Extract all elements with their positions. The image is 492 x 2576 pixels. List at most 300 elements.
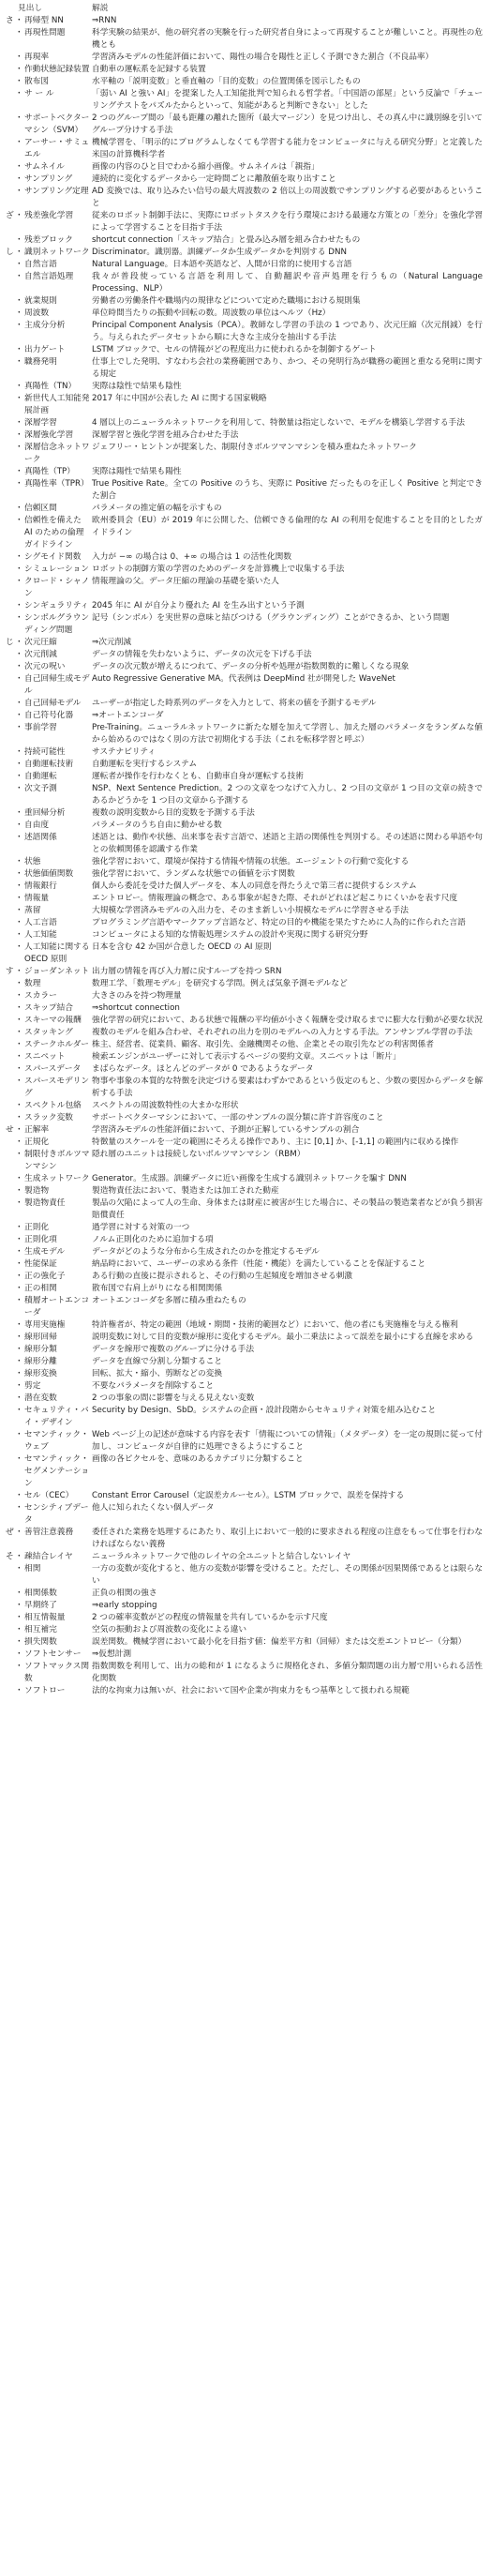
entry-description: スペクトルの周波数特性の大まかな形状 [92, 1101, 239, 1110]
entry-term: ・ スニペット [18, 1051, 92, 1063]
glossary-row [6, 417, 483, 429]
glossary-row [6, 295, 483, 308]
entry-term: ・ 制限付きボルツマンマシン [18, 1149, 92, 1173]
glossary-row [6, 612, 483, 637]
entry-description: Natural Language。日本語や英語など、人間が日常的に使用する言語 [92, 260, 352, 269]
entry-term: ・ スキーマの報酬 [18, 1015, 92, 1027]
entry-term: ・ 正則化 [18, 1222, 92, 1234]
entry-description: 自動車の運転系を記録する装置 [92, 65, 206, 74]
entry-term: ・ スペクトル包絡 [18, 1100, 92, 1112]
entry-term: ・ 事前学習 [18, 722, 92, 734]
glossary-row [6, 15, 483, 27]
glossary-row [6, 564, 483, 576]
glossary-row [6, 344, 483, 356]
entry-description: コンピュータによる知的な情報処理システムの設計や実現に関する研究分野 [92, 930, 368, 940]
entry-term: ・ 重回帰分析 [18, 807, 92, 820]
entry-description: まばらなデータ。ほとんどのデータが 0 であるようなデータ [92, 1064, 314, 1074]
entry-description: 我々が普段使っている言語を利用して、自動翻訳や音声処理を行うもの（Natural Language Processing、NLP） [92, 272, 483, 294]
entry-term: ・ 蒸留 [18, 905, 92, 917]
glossary-row [6, 1173, 483, 1185]
entry-term: ・ 散布図 [18, 76, 92, 88]
entry-description: 複数のモデルを組み合わせ、それぞれの出力を別のモデルへの入力とする手法。アンサンブル学習の手法 [92, 1028, 473, 1037]
glossary-row [6, 1051, 483, 1063]
glossary-row [6, 868, 483, 881]
entry-term: ・ 生成モデル [18, 1246, 92, 1258]
entry-description: 記号（シンボル）を実世界の意味と結びつける（グラウンディング）ことができるか、という問題 [92, 613, 450, 623]
entry-description: 出力層の情報を再び入力層に戻すループを持つ SRN [92, 967, 282, 976]
entry-term: ・ サンプリング定理 [18, 186, 92, 198]
glossary-row [6, 1185, 483, 1198]
glossary-row [6, 1502, 483, 1527]
entry-term: ・ 線形変換 [18, 1368, 92, 1380]
entry-description: 株主、経営者、従業員、顧客、取引先、金融機関その他、企業とその取引先などの利害関係者 [92, 1040, 434, 1049]
entry-description: データの次元数が増えるにつれて、データの分析や処理が指数関数的に難しくなる現象 [92, 662, 410, 671]
glossary-row [6, 1124, 483, 1137]
glossary-row [6, 966, 483, 978]
entry-description: データがどのような分布から生成されたのかを推定するモデル [92, 1247, 320, 1257]
glossary-row [6, 1551, 483, 1563]
entry-description: ⇒仮想計測 [92, 1650, 132, 1659]
glossary-row [6, 771, 483, 783]
entry-description: 日本を含む 42 か国が合意した OECD の AI 原則 [92, 942, 272, 952]
glossary-row [6, 710, 483, 722]
entry-term: ・ サムネイル [18, 161, 92, 173]
entry-description: 強化学習の研究において、ある状態で報酬の平均値が小さく報酬を受け取るまでに膨大な行動が必要な状況 [92, 1016, 483, 1025]
glossary-row [6, 1405, 483, 1429]
entry-description: ロボットの制御方策の学習のためのデータを計算機上で収集する手法 [92, 565, 345, 574]
entry-term: ・ 専用実施権 [18, 1319, 92, 1332]
glossary-row [6, 515, 483, 551]
glossary-header [6, 3, 483, 15]
entry-term: ・ 人工知能に関する OECD 原則 [18, 942, 92, 966]
entry-description: 過学習に対する対策の一つ [92, 1223, 190, 1232]
glossary-row [6, 1234, 483, 1246]
glossary-row [6, 1624, 483, 1636]
glossary-row [6, 661, 483, 673]
entry-term: ・ 主成分分析 [18, 320, 92, 332]
glossary-row [6, 1198, 483, 1222]
entry-term: ・ 積層オートエンコーダ [18, 1295, 92, 1319]
glossary-row [6, 1112, 483, 1124]
entry-term: ・ 正の相関 [18, 1283, 92, 1295]
entry-description: ⇒RNN [92, 16, 117, 25]
glossary-row [6, 1588, 483, 1600]
entry-description: Discriminator。識別器。訓練データか生成データかを判別する DNN [92, 248, 347, 257]
entry-description: 欧州委員会（EU）が 2019 年に公開した、信頼できる倫理的な AI の利用を促進することを目的としたガイドライン [92, 516, 483, 537]
entry-description: 2 つの確率変数がどの程度の情報量を共有しているかを示す尺度 [92, 1613, 328, 1622]
entry-term: ・ 線形分類 [18, 1344, 92, 1356]
entry-term: ・ サンプリング [18, 173, 92, 186]
entry-term: ・ 正の強化子 [18, 1271, 92, 1283]
glossary-row [6, 466, 483, 478]
glossary-row [6, 978, 483, 990]
entry-term: ・ 自然言語処理 [18, 271, 92, 283]
glossary-row [6, 881, 483, 893]
kana-index: ざ [6, 211, 14, 220]
glossary-row [6, 1027, 483, 1039]
entry-term: ・ 真陽性率（TPR） [18, 478, 92, 490]
entry-description: 2045 年に AI が自分より優れた AI を生み出すという予測 [92, 601, 305, 610]
glossary-row [6, 76, 483, 88]
entry-description: 仕事上でした発明、すなわち会社の業務範囲であり、かつ、その発明行為が職務の範囲と重なる発明に関する規定 [92, 357, 483, 379]
entry-term: ・ 次文予測 [18, 783, 92, 795]
glossary-row [6, 429, 483, 442]
glossary-row [6, 210, 483, 234]
glossary-row [6, 905, 483, 917]
entry-term: ・ 相関 [18, 1563, 92, 1575]
entry-description: データを直線で分割し分類すること [92, 1357, 222, 1366]
entry-description: shortcut connection「スキップ結合」と畳み込み層を組み合わせたもの [92, 235, 361, 245]
entry-description: パラメータのうち自由に動かせる数 [92, 821, 222, 830]
glossary-row [6, 990, 483, 1002]
glossary-row [6, 917, 483, 929]
glossary-row [6, 1393, 483, 1405]
entry-term: ・ 真陽性（TN） [18, 381, 92, 393]
entry-term: ・ 次元削減 [18, 649, 92, 661]
entry-description: 2017 年に中国が公表した AI に関する国家戦略 [92, 394, 267, 403]
glossary-row [6, 783, 483, 807]
entry-term: ・ ソフトマックス関数 [18, 1661, 92, 1685]
entry-description: Auto Regressive Generative MA。代表例は DeepMind 社が開発した WaveNet [92, 674, 395, 684]
glossary-row [6, 637, 483, 649]
entry-description: 法的な拘束力は無いが、社会において国や企業が拘束力をもつ基準として扱われる規範 [92, 1686, 410, 1695]
entry-description: 数理工学、「数理モデル」を研究する学問。例えば気象予測モデルなど [92, 979, 348, 988]
entry-description: 述語とは、動作や状態、出来事を表す言語で、述語と主語の関係性を判別する。その述語に関わる単語や句との依頼関係を認識する作業 [92, 833, 483, 854]
entry-term: ・ スタッキング [18, 1027, 92, 1039]
glossary-row [6, 746, 483, 759]
glossary-row [6, 1356, 483, 1368]
entry-term: ・ 再帰型 NN [18, 15, 92, 27]
kana-index: し [6, 248, 14, 257]
glossary-row [6, 698, 483, 710]
glossary-row [6, 1039, 483, 1051]
header-desc: 解説 [92, 4, 109, 13]
glossary-row [6, 893, 483, 905]
glossary-row [6, 820, 483, 832]
entry-description: ⇒shortcut connection [92, 1003, 180, 1013]
entry-description: 自動運転を実行するシステム [92, 760, 198, 769]
entry-description: ⇒次元削減 [92, 638, 132, 647]
glossary-row [6, 64, 483, 76]
entry-term: ・ 早期終了 [18, 1600, 92, 1612]
entry-description: 深層学習と強化学習を組み合わせた手法 [92, 430, 239, 440]
glossary-row [6, 320, 483, 344]
glossary-row [6, 551, 483, 564]
glossary-row [6, 1100, 483, 1112]
glossary-row [6, 1368, 483, 1380]
glossary-row [6, 1490, 483, 1502]
glossary-row [6, 673, 483, 698]
entry-term: ・ 再現性問題 [18, 27, 92, 39]
glossary-row [6, 259, 483, 271]
entry-term: ・ 正則化項 [18, 1234, 92, 1246]
kana-index: そ [6, 1552, 14, 1561]
entry-term: ・ 製造物 [18, 1185, 92, 1198]
entry-term: ・ シミュレーション [18, 564, 92, 576]
entry-term: ・ クロード・シャノン [18, 576, 92, 600]
entry-description: 大規模な学習済みモデルの入出力を、そのまま新しい小規模なモデルに学習させる手法 [92, 906, 409, 915]
entry-description: 2 つのグループ間の「最も距離の離れた箇所（最大マージン）を見つけ出し、その真ん中に識別線を引いてグループ分けする手法 [92, 113, 483, 135]
glossary-row [6, 186, 483, 210]
glossary-row [6, 1063, 483, 1076]
entry-description: 学習済みモデルの性能評価において、陽性の場合を陽性と正しく予測できた割合（不良品率） [92, 53, 434, 62]
entry-description: 学習済みモデルの性能評価において、予測が正解しているサンプルの割合 [92, 1125, 360, 1135]
entry-description: ジェフリー・ヒントンが提案した、制限付きボルツマンマシンを積み重ねたネットワーク [92, 443, 417, 452]
entry-description: 従来のロボット制御手法に、実際にロボットタスクを行う環境における最適な方策との「差分」を強化学習によって学習することを目指す手法 [92, 211, 483, 233]
glossary-row [6, 1600, 483, 1612]
entry-term: ・ スパースモデリング [18, 1076, 92, 1100]
entry-description: 労働者の労働条件や職場内の規律などについて定めた職場における規則集 [92, 296, 361, 306]
entry-description: 入力が −∞ の場合は 0、+∞ の場合は 1 の活性化関数 [92, 552, 292, 562]
glossary-row [6, 1076, 483, 1100]
entry-term: ・ 状態 [18, 856, 92, 868]
entry-description: 水平軸の「説明変数」と垂直軸の「目的変数」の位置関係を図示したもの [92, 77, 361, 86]
entry-description: 強化学習において、ランダムな状態での価値を示す関数 [92, 869, 295, 879]
glossary-row [6, 600, 483, 612]
kana-index: じ [6, 638, 14, 647]
glossary-row [6, 1015, 483, 1027]
entry-description: 指数関数を利用して、出力の総和が 1 になるように規格化され、多値分類問題の出力層で用いられる活性化関数 [92, 1662, 483, 1683]
entry-description: 実際は陽性で結果も陽性 [92, 467, 182, 476]
glossary-row [6, 442, 483, 466]
entry-term: ・ 深層信念ネットワーク [18, 442, 92, 466]
glossary-row [6, 807, 483, 820]
entry-description: データを線形で複数のグループに分ける手法 [92, 1345, 255, 1354]
entry-description: 機械学習を、「明示的にプログラムしなくても学習する能力をコンピュータに与える研究分野」と定義した米国の計算機科学者 [92, 138, 483, 159]
entry-description: 画像の各ピクセルを、意味のあるカテゴリに分類すること [92, 1454, 304, 1464]
entry-term: ・ 新世代人工知能発展計画 [18, 393, 92, 417]
entry-description: 散布図で右肩上がりになる相関関係 [92, 1284, 222, 1293]
glossary-row [6, 393, 483, 417]
entry-description: 画像の内容のひと目でわかる縮小画像。サムネイルは「親指」 [92, 162, 320, 172]
entry-term: ・ スキップ結合 [18, 1002, 92, 1015]
entry-term: ・ スカラー [18, 990, 92, 1002]
entry-description: 実際は陰性で結果も陰性 [92, 382, 182, 391]
entry-term: ・ セマンティック・ウェブ [18, 1429, 92, 1454]
entry-term: ・ 人工言語 [18, 917, 92, 929]
glossary-row [6, 173, 483, 186]
glossary-row [6, 52, 483, 64]
glossary-row [6, 1271, 483, 1283]
glossary-row [6, 1137, 483, 1149]
entry-description: Generator。生成器。訓練データに近い画像を生成する識別ネットワークを騙す DNN [92, 1174, 407, 1183]
entry-description: 個人から委託を受けた個人データを、本人の同意を得たうえで第三者に提供するシステム [92, 881, 417, 891]
glossary-row [6, 1454, 483, 1490]
entry-term: ・ 作動状態記録装置 [18, 64, 92, 76]
glossary-row [6, 113, 483, 137]
glossary-row [6, 1149, 483, 1173]
entry-term: ・ ジョーダンネット [18, 966, 92, 978]
entry-description: 空気の振動および周波数の変化による違い [92, 1625, 247, 1634]
glossary-row [6, 137, 483, 161]
kana-index: さ [6, 16, 14, 25]
entry-term: ・ 製造物責任 [18, 1198, 92, 1210]
entry-description: ある行動の直後に提示されると、その行動の生起頻度を増加させる刺激 [92, 1272, 352, 1281]
entry-term: ・ サ ー ル [18, 88, 92, 100]
entry-description: ユーザーが指定した時系列のデータを入力として、将来の値を予測するモデル [92, 699, 377, 708]
glossary-row [6, 1563, 483, 1588]
entry-description: 委任された業務を処理するにあたり、取引上において一般的に要求される程度の注意をもって仕事を行わなければならない義務 [92, 1528, 483, 1549]
kana-index: せ [6, 1125, 14, 1135]
entry-description: パラメータの推定値の幅を示すもの [92, 504, 222, 513]
entry-description: LSTM ブロックで、セルの情報がどの程度出力に使われるかを制御するゲート [92, 345, 377, 354]
entry-term: ・ 職務発明 [18, 356, 92, 369]
entry-term: ・ アーサー・サミュエル [18, 137, 92, 161]
entry-term: ・ 識別ネットワーク [18, 247, 92, 259]
entry-description: 正負の相関の強さ [92, 1589, 157, 1598]
glossary-row [6, 271, 483, 295]
entry-description: ノルム正則化のために追加する項 [92, 1235, 214, 1244]
entry-term: ・ シンボルグラウンディング問題 [18, 612, 92, 637]
entry-description: 複数の説明変数から目的変数を予測する手法 [92, 808, 255, 818]
glossary-row [6, 1527, 483, 1551]
entry-description: 他人に知られたくない個人データ [92, 1503, 215, 1513]
entry-term: ・ 信頼区間 [18, 503, 92, 515]
entry-term: ・ 潜在変数 [18, 1393, 92, 1405]
entry-term: ・ 情報量 [18, 893, 92, 905]
entry-term: ・ 情報銀行 [18, 881, 92, 893]
entry-term: ・ セキュリティ・バイ・デザイン [18, 1405, 92, 1429]
glossary-row [6, 832, 483, 856]
entry-description: プログラミング言語やマークアップ言語など、特定の目的や機能を果たすために人為的に作られた言語 [92, 918, 466, 927]
glossary-row [6, 1380, 483, 1393]
glossary-row [6, 1612, 483, 1624]
glossary-row [6, 247, 483, 259]
entry-term: ・ 線形分離 [18, 1356, 92, 1368]
entry-term: ・ 剪定 [18, 1380, 92, 1393]
entry-term: ・ 自動運転 [18, 771, 92, 783]
kana-index: す [6, 967, 14, 976]
entry-term: ・ ソフトロー [18, 1685, 92, 1697]
entry-term: ・ 真陽性（TP） [18, 466, 92, 478]
entry-description: 検索エンジンがユーザーに対して表示するページの要約文章。スニペットは「断片」 [92, 1052, 401, 1062]
entry-description: 不要なパラメータを削除すること [92, 1381, 215, 1391]
entry-description: サステナビリティ [92, 747, 157, 757]
entry-description: 隠れ層のユニットは接続しないボルツマンマシン（RBM） [92, 1150, 306, 1159]
glossary-row [6, 1332, 483, 1344]
entry-term: ・ ソフトセンサー [18, 1649, 92, 1661]
entry-description: 一方の変数が変化すると、他方の変数が影響を受けること。ただし、その関係が因果関係であるとは限らない [92, 1564, 483, 1586]
entry-term: ・ 次元圧縮 [18, 637, 92, 649]
entry-description: Constant Error Carousel（定誤差カルーセル）。LSTM ブロックで、誤差を保持する [92, 1491, 405, 1500]
glossary-row [6, 1295, 483, 1319]
entry-term: ・ セル（CEC） [18, 1490, 92, 1502]
entry-description: 物事や事象の本質的な特徴を決定づける要素はわずかであるという仮定のもと、少数の要因からデータを解析する手法 [92, 1077, 483, 1098]
entry-term: ・ 善管注意義務 [18, 1527, 92, 1539]
entry-description: Security by Design、SbD。システムの企画・設計段階からセキュリティ対策を組み込むこと [92, 1406, 437, 1415]
entry-description: 特許権者が、特定の範囲（地域・期間・技術的範囲など）において、他の者にも実施権を与える権利 [92, 1320, 458, 1330]
entry-description: 特徴量のスケールを一定の範囲にそろえる操作であり、主に [0,1] か、[-1,1] の範囲内に収める操作 [92, 1137, 459, 1147]
entry-term: ・ 残差強化学習 [18, 210, 92, 222]
entry-term: ・ 述語関係 [18, 832, 92, 844]
entry-description: Web ページ上の記述が意味する内容を表す「情報についての情報」（メタデータ）を一定の規則に従って付加し、コンピュータが自律的に処理できるようにすること [92, 1430, 483, 1452]
entry-description: 科学実験の結果が、他の研究者の実験を行った研究者自身によって再現することが難しいこと。再現性の危機とも [92, 28, 483, 50]
entry-term: ・ 自由度 [18, 820, 92, 832]
entry-description: 情報理論の父。データ圧縮の理論の基礎を築いた人 [92, 577, 279, 586]
glossary-row [6, 722, 483, 746]
header-term: 見出し [18, 4, 43, 13]
entry-description: 2 つの事象の間に影響を与える見えない変数 [92, 1393, 255, 1403]
entry-term: ・ シンギュラリティ [18, 600, 92, 612]
glossary-row [6, 1319, 483, 1332]
entry-term: ・ スパースデータ [18, 1063, 92, 1076]
entry-description: Pre-Training。ニューラルネットワークに新たな層を加えて学習し、加えた層のパラメータをランダムな値から始めるのではなく別の方法で初期化する手法（これを転移学習と呼ぶ） [92, 723, 483, 745]
glossary-row [6, 234, 483, 247]
entry-description: 製造物責任法において、製造または加工された動産 [92, 1186, 279, 1196]
glossary-row [6, 1246, 483, 1258]
entry-term: ・ 相互補完 [18, 1624, 92, 1636]
glossary-row [6, 478, 483, 503]
entry-description: 4 層以上のニューラルネットワークを利用して、特徴量は指定しないで、モデルを構築し学習する手法 [92, 418, 465, 428]
entry-description: 説明変数に対して目的変数が線形に変化するモデル。最小二乗法によって誤差を最小にする直線を求める [92, 1333, 474, 1342]
entry-term: ・ 自動運転技術 [18, 759, 92, 771]
entry-description: AD 変換では、取り込みたい信号の最大周波数の 2 倍以上の周波数でサンプリングする必要があるということ [92, 187, 483, 208]
entry-description: 強化学習において、環境が保持する情報や情報の状態。エージェントの行動で変化する [92, 857, 410, 866]
glossary-row [6, 27, 483, 52]
entry-term: ・ 深層学習 [18, 417, 92, 429]
glossary-row [6, 356, 483, 381]
entry-description: サポートベクターマシンにおいて、一部のサンプルの誤分類に許す許容度のこと [92, 1113, 384, 1122]
glossary-row [6, 308, 483, 320]
entry-term: ・ 自己符号化器 [18, 710, 92, 722]
entry-term: ・ 信頼性を備えた AI のための倫理ガイドライン [18, 515, 92, 551]
entry-description: 製品の欠陥によって人の生命、身体または財産に被害が生じた場合に、その製品の製造業者などが負う損害賠償責任 [92, 1198, 483, 1220]
entry-term: ・ 自己回帰生成モデル [18, 673, 92, 698]
glossary-row [6, 942, 483, 966]
entry-term: ・ 就業規則 [18, 295, 92, 308]
glossary-row [6, 381, 483, 393]
entry-description: 大きさのみを持つ物理量 [92, 991, 182, 1001]
glossary-row [6, 1429, 483, 1454]
entry-term: ・ センシティブデータ [18, 1502, 92, 1527]
glossary-row [6, 649, 483, 661]
entry-description: 回転、拡大・縮小、剪断などの変換 [92, 1369, 222, 1378]
entry-term: ・ シグモイド関数 [18, 551, 92, 564]
entry-description: Principal Component Analysis（PCA）。教師なし学習の手法の 1 つであり、次元圧縮（次元削減）を行う。与えられたデータセットから順に大きな主成分を抽出する手法 [92, 321, 483, 342]
glossary-row [6, 1636, 483, 1649]
entry-term: ・ ステークホルダー [18, 1039, 92, 1051]
entry-description: ⇒early stopping [92, 1601, 157, 1610]
entry-term: ・ スラック変数 [18, 1112, 92, 1124]
entry-description: ⇒オートエンコーダ [92, 711, 164, 720]
entry-description: 単位時間当たりの振動や回転の数。周波数の単位はヘルツ（Hz） [92, 309, 331, 318]
entry-description: NSP、Next Sentence Prediction。2 つの文章をつなげて入力し、2 つ目の文章が 1 つ目の文章の続きであるかどうかを 1 つ目の文章から予測する [92, 784, 483, 806]
entry-term: ・ 疎結合レイヤ [18, 1551, 92, 1563]
entry-description: 運転者が操作を行わなくとも、自動車自身が運転する技術 [92, 772, 304, 781]
kana-index: ぜ [6, 1528, 14, 1537]
glossary-row [6, 503, 483, 515]
glossary-row [6, 1002, 483, 1015]
entry-description: 「弱い AI と強い AI」を提案した人工知能批判で知られる哲学者。「中国語の部屋」という反論で「チューリングテストをパズルたからといって、知能があると判断できない」とした [92, 89, 483, 111]
entry-term: ・ 相関係数 [18, 1588, 92, 1600]
entry-term: ・ サポートベクターマシン（SVM） [18, 113, 92, 137]
glossary-row [6, 576, 483, 600]
glossary-row [6, 1649, 483, 1661]
glossary-row [6, 1258, 483, 1271]
glossary-rows [6, 15, 483, 1697]
entry-description: 納品時において、ユーザーの求める条件（性能・機能）を満たしていることを保証すること [92, 1259, 426, 1269]
entry-description: True Positive Rate。全ての Positive のうち、実際に Positive だったものを正しく Positive と判定できた割合 [92, 479, 483, 501]
entry-term: ・ 相互情報量 [18, 1612, 92, 1624]
entry-term: ・ 残差ブロック [18, 234, 92, 247]
entry-term: ・ 自己回帰モデル [18, 698, 92, 710]
entry-term: ・ セマンティック・セグメンテーション [18, 1454, 92, 1490]
entry-term: ・ 状態価値関数 [18, 868, 92, 881]
entry-term: ・ 線形回帰 [18, 1332, 92, 1344]
glossary-row [6, 161, 483, 173]
entry-term: ・ 出力ゲート [18, 344, 92, 356]
entry-term: ・ 正規化 [18, 1137, 92, 1149]
